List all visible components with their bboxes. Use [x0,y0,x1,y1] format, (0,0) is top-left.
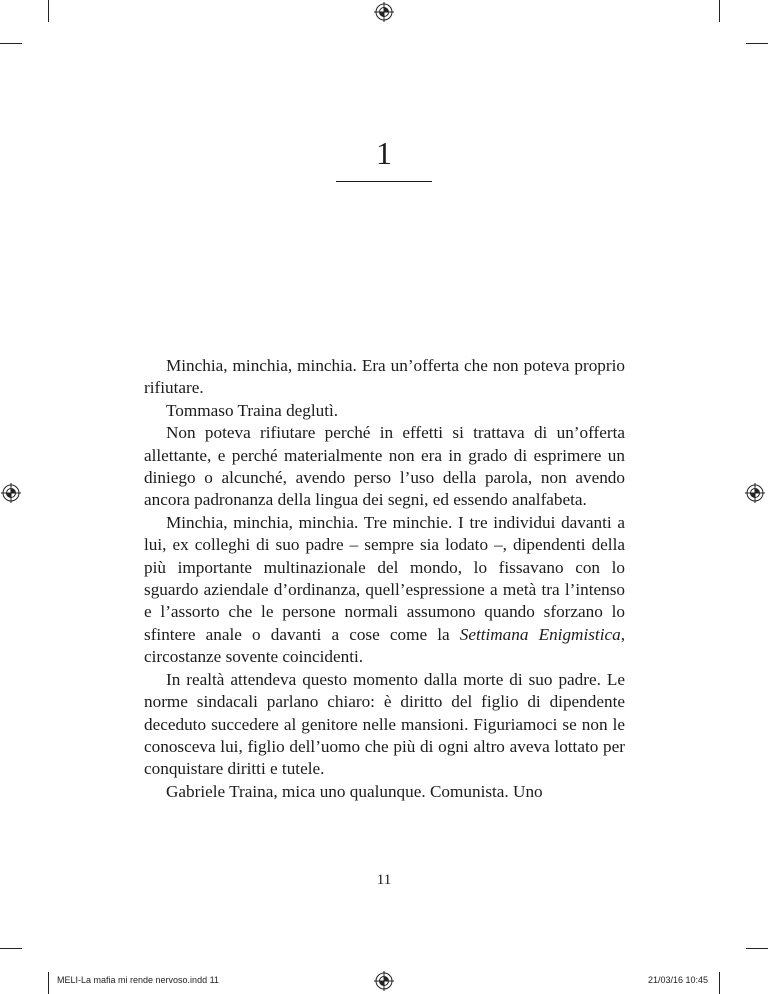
registration-mark-icon [1,483,21,503]
crop-mark-top-right [719,0,720,22]
registration-mark-icon [374,971,394,991]
body-text [144,355,625,803]
crop-mark-right-bottom [746,948,768,949]
crop-mark-bottom-left [48,972,49,994]
chapter-rule [336,181,432,182]
slug-filename: MELI-La mafia mi rende nervoso.indd 11 [57,975,219,985]
crop-mark-right-top [746,43,768,44]
paragraph: Minchia, minchia, minchia. Era un’offerta che non poteva proprio rifiutare. [144,356,625,398]
registration-mark-icon [374,2,394,22]
paragraph-text: Minchia, minchia, minchia. Tre minchie. I tre individui davanti a lui, ex colleghi di suo padre – sempre sia lodato –, dipendenti della più importante multinazionale del mondo, lo fissavano con lo sguardo aziendale d’ordinanza, quell’espressione a metà tra l’intenso e l’assorto che le persone normali assumono quando sforzano lo sfintere anale o davanti a cose come la [144,512,625,644]
chapter-number: 1 [376,135,392,171]
paragraph: Gabriele Traina, mica uno qualunque. Comunista. Uno [166,781,543,801]
magazine-title: Settimana Enigmistica [459,624,621,644]
crop-mark-left-top [0,43,22,44]
crop-mark-top-left [48,0,49,22]
paragraph [144,512,625,669]
paragraph: Tommaso Traina deglutì. [166,400,339,420]
paragraph: In realtà attendeva questo momento dalla morte di suo padre. Le norme sindacali parlano chiaro: è diritto del figlio di dipendente deceduto succedere al genitore nelle mansioni. Figuriamoci se non le conosceva lui, figlio dell’uomo che più di ogni altro aveva lottato per conquistare diritti e tutele. [144,669,625,779]
crop-mark-bottom-right [719,972,720,994]
registration-mark-icon [745,483,765,503]
paragraph: Non poteva rifiutare perché in effetti si trattava di un’offerta allettante, e perché materialmente non era in grado di esprimere un diniego o alcunché, avendo perso l’uso della parola, non avendo ancora padronanza della lingua dei segni, ed essendo analfabeta. [144,423,625,510]
paragraph-text: , circostanze sovente coincidenti. [144,624,625,667]
page-number: 11 [376,872,392,888]
slug-timestamp: 21/03/16 10:45 [647,975,708,985]
crop-mark-left-bottom [0,948,22,949]
